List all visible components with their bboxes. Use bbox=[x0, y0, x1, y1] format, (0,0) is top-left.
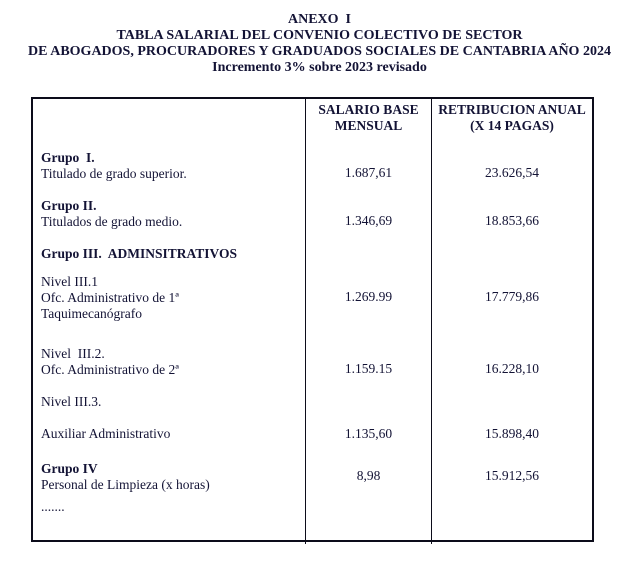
document-title-block bbox=[0, 12, 639, 76]
monthly-header-line2: MENSUAL bbox=[334, 118, 403, 133]
monthly-cell bbox=[305, 494, 431, 544]
monthly-cell bbox=[305, 454, 431, 494]
group-description: Personal de Limpieza (x horas) bbox=[41, 477, 210, 492]
monthly-cell bbox=[305, 416, 431, 454]
annual-cell bbox=[431, 240, 592, 268]
row-label-cell bbox=[33, 388, 305, 416]
monthly-cell bbox=[305, 192, 431, 240]
level-title: Nivel III.1 bbox=[41, 274, 98, 289]
header-annual-cell bbox=[431, 99, 592, 144]
annual-header-line2: (X 14 PAGAS) bbox=[470, 118, 554, 133]
monthly-value: 1.687,61 bbox=[344, 165, 393, 180]
monthly-value: 1.135,60 bbox=[344, 426, 393, 441]
monthly-value: 8,98 bbox=[356, 468, 381, 483]
row-label-cell bbox=[33, 144, 305, 192]
group-title: Grupo III. ADMINSITRATIVOS bbox=[41, 246, 238, 261]
annex-title: ANEXO I bbox=[287, 12, 351, 27]
table-row-ellipsis bbox=[33, 494, 592, 544]
level-description-2: Taquimecanógrafo bbox=[41, 306, 143, 321]
table-row-nivel-3-2 bbox=[33, 340, 592, 388]
annual-cell bbox=[431, 454, 592, 494]
table-title: TABLA SALARIAL DEL CONVENIO COLECTIVO DE SECTOR bbox=[116, 28, 523, 43]
group-title: Grupo II. bbox=[41, 198, 97, 213]
level-title: Nivel III.2. bbox=[41, 346, 105, 361]
annual-cell bbox=[431, 494, 592, 544]
table-row-grupo-4 bbox=[33, 454, 592, 494]
annual-cell bbox=[431, 192, 592, 240]
salary-table bbox=[31, 97, 594, 542]
monthly-cell bbox=[305, 240, 431, 268]
annual-cell bbox=[431, 340, 592, 388]
annual-cell bbox=[431, 268, 592, 340]
level-description: Ofc. Administrativo de 1ª bbox=[41, 290, 179, 305]
header-empty-cell bbox=[33, 99, 305, 144]
annual-value: 23.626,54 bbox=[485, 165, 539, 180]
annual-cell bbox=[431, 144, 592, 192]
role-title: Auxiliar Administrativo bbox=[41, 426, 171, 441]
annual-cell bbox=[431, 388, 592, 416]
table-row-nivel-3-1 bbox=[33, 268, 592, 340]
monthly-header-line1: SALARIO BASE bbox=[318, 102, 419, 117]
group-description: Titulado de grado superior. bbox=[41, 166, 187, 181]
monthly-cell bbox=[305, 144, 431, 192]
row-label-cell bbox=[33, 268, 305, 340]
annual-value: 16.228,10 bbox=[485, 361, 539, 376]
table-row-grupo-1 bbox=[33, 144, 592, 192]
row-label-cell bbox=[33, 494, 305, 544]
row-label-cell bbox=[33, 240, 305, 268]
row-label-cell bbox=[33, 416, 305, 454]
monthly-cell bbox=[305, 388, 431, 416]
table-row-auxiliar bbox=[33, 416, 592, 454]
group-title: Grupo IV bbox=[41, 461, 98, 476]
monthly-value: 1.159.15 bbox=[344, 361, 393, 376]
level-description: Ofc. Administrativo de 2ª bbox=[41, 362, 179, 377]
annual-value: 18.853,66 bbox=[485, 213, 539, 228]
sector-subtitle: DE ABOGADOS, PROCURADORES Y GRADUADOS SOCIALES DE CANTABRIA AÑO 2024 bbox=[28, 44, 611, 59]
annual-value: 15.898,40 bbox=[485, 426, 539, 441]
annual-value: 17.779,86 bbox=[485, 289, 539, 304]
row-label-cell bbox=[33, 340, 305, 388]
table-row-nivel-3-3 bbox=[33, 388, 592, 416]
row-label-cell bbox=[33, 192, 305, 240]
monthly-cell bbox=[305, 268, 431, 340]
table-row-grupo-2 bbox=[33, 192, 592, 240]
table-header-row bbox=[33, 99, 592, 144]
annual-value: 15.912,56 bbox=[485, 468, 539, 483]
increment-note: Incremento 3% sobre 2023 revisado bbox=[212, 60, 427, 75]
group-description: Titulados de grado medio. bbox=[41, 214, 183, 229]
annual-cell bbox=[431, 416, 592, 454]
monthly-cell bbox=[305, 340, 431, 388]
annual-header-line1: RETRIBUCION ANUAL bbox=[438, 102, 586, 117]
table-row-grupo-3 bbox=[33, 240, 592, 268]
row-label-cell bbox=[33, 454, 305, 494]
monthly-value: 1.346,69 bbox=[344, 213, 393, 228]
ellipsis-text: ....... bbox=[41, 499, 65, 514]
monthly-value: 1.269.99 bbox=[344, 289, 393, 304]
header-monthly-cell bbox=[305, 99, 431, 144]
group-title: Grupo I. bbox=[41, 150, 95, 165]
level-title: Nivel III.3. bbox=[41, 394, 102, 409]
